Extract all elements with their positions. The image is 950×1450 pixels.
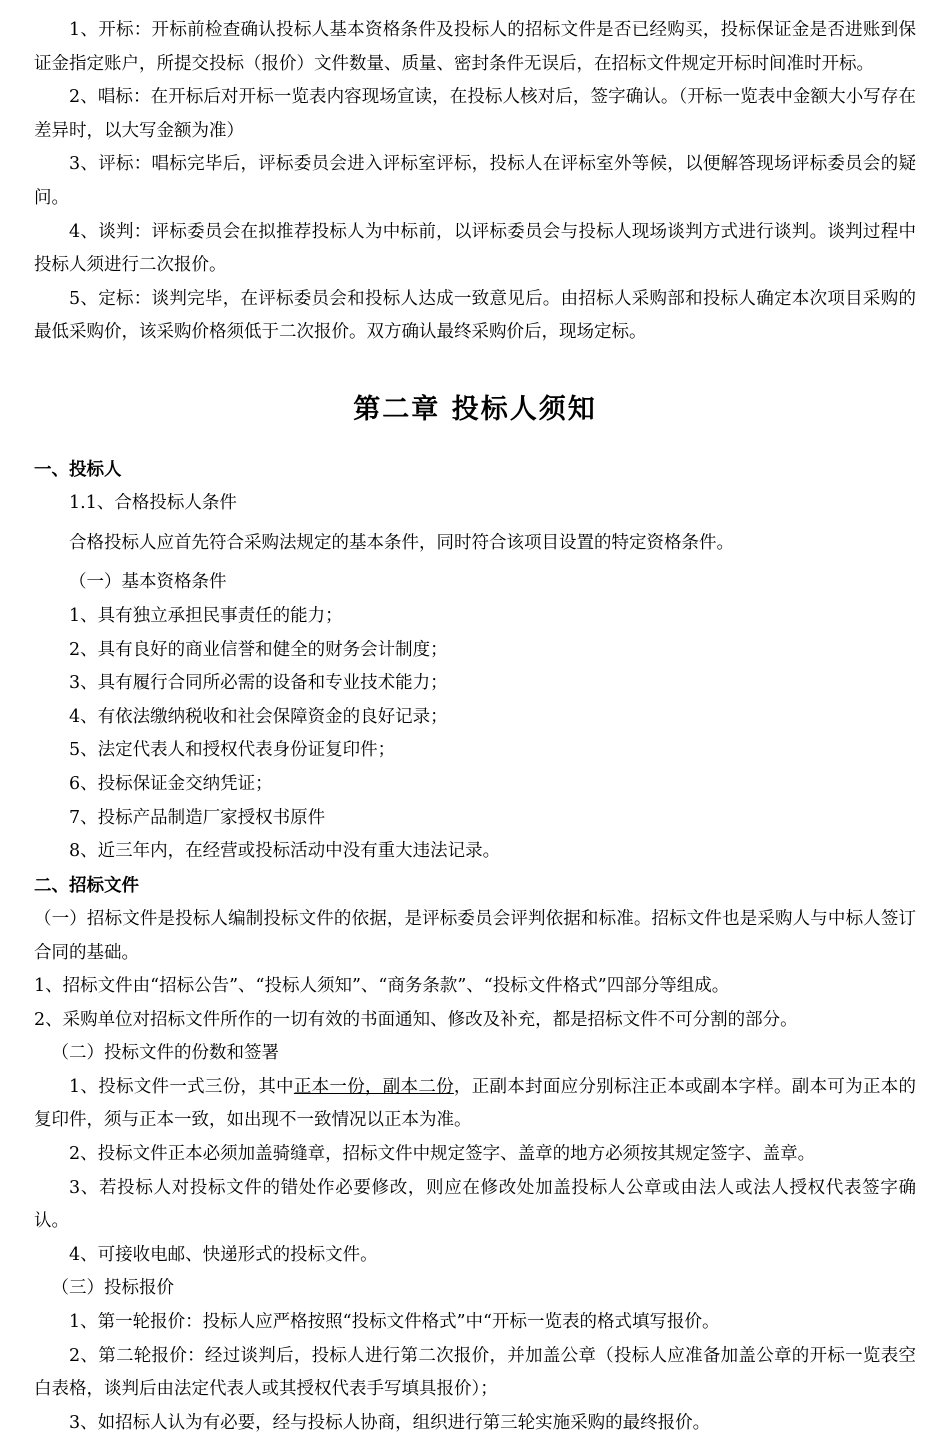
list-item-copies (34, 1071, 916, 1138)
list-item: 5、法定代表人和授权代表身份证复印件； (69, 740, 396, 761)
paragraph-qualification-intro: 合格投标人应首先符合采购法规定的基本条件，同时符合该项目设置的特定资格条件。 (69, 532, 734, 553)
list-item: 1、招标文件由“招标公告”、“投标人须知”、“商务条款”、“投标文件格式”四部分等组成。 (34, 976, 730, 997)
list-item: 3、若投标人对投标文件的错处作必要修改，则应在修改处加盖投标人公章或由法人或法人授权代表签字确认。 (34, 1177, 916, 1232)
list-item: 2、具有良好的商业信誉和健全的财务会计制度； (69, 639, 448, 660)
list-item: 3、如招标人认为有必要，经与投标人协商，组织进行第三轮实施采购的最终报价。 (69, 1412, 711, 1433)
group-title-bid-quotation: （三）投标报价 (51, 1278, 174, 1299)
copies-text-post: ，正副本封面应分别标注正本或副本字样。副本可为正本的复印件，须与正本一致，如出现不一致情况以正本为准。 (34, 1076, 917, 1131)
paragraph-tender-doc-basis: （一）招标文件是投标人编制投标文件的依据，是评标委员会评判依据和标准。招标文件也是采购人与中标人签订合同的基础。 (34, 908, 916, 963)
list-item: 4、有依法缴纳税收和社会保障资金的良好记录； (69, 706, 448, 727)
paragraph-open-bid: 1、开标：开标前检查确认投标人基本资格条件及投标人的招标文件是否已经购买，投标保证金是否进账到保证金指定账户，所提交投标（报价）文件数量、质量、密封条件无误后，在招标文件规定开标时间准时开标。 (34, 20, 916, 74)
list-item: 1、第一轮报价：投标人应严格按照“投标文件格式”中“开标一览表的格式填写报价。 (69, 1312, 720, 1333)
group-title-copies-and-signature: （二）投标文件的份数和签署 (51, 1043, 279, 1064)
group-title-basic-qualification: （一）基本资格条件 (69, 572, 227, 593)
section-heading-tender-docs: 二、招标文件 (34, 875, 139, 896)
chapter-title: 第二章 投标人须知 (353, 393, 597, 425)
copies-text-pre: 1、投标文件一式三份，其中 (69, 1076, 294, 1097)
list-item: 3、具有履行合同所必需的设备和专业技术能力； (69, 673, 448, 694)
list-item: 6、投标保证金交纳凭证； (69, 774, 273, 794)
list-item: 7、投标产品制造厂家授权书原件 (69, 807, 326, 828)
list-item: 4、可接收电邮、快递形式的投标文件。 (69, 1244, 378, 1265)
section-heading-bidder: 一、投标人 (34, 460, 122, 481)
list-item: 2、第二轮报价：经过谈判后，投标人进行第二次报价，并加盖公章（投标人应准备加盖公章的开标一览表空白表格，谈判后由法定代表人或其授权代表手写填具报价）； (34, 1345, 916, 1400)
list-item: 2、投标文件正本必须加盖骑缝章，招标文件中规定签字、盖章的地方必须按其规定签字、盖章。 (69, 1144, 816, 1165)
paragraph-announce-bid: 2、唱标：在开标后对开标一览表内容现场宣读，在投标人核对后，签字确认。（开标一览表中金额大小写存在差异时，以大写金额为准） (34, 87, 916, 141)
subheading-qualified-bidder: 1.1、合格投标人条件 (69, 493, 237, 514)
list-item: 2、采购单位对招标文件所作的一切有效的书面通知、修改及补充，都是招标文件不可分割的部分。 (34, 1009, 798, 1030)
paragraph-negotiate-bid: 4、谈判：评标委员会在拟推荐投标人为中标前，以评标委员会与投标人现场谈判方式进行谈判。谈判过程中投标人须进行二次报价。 (34, 221, 916, 276)
paragraph-award-bid: 5、定标：谈判完毕，在评标委员会和投标人达成一致意见后。由招标人采购部和投标人确定本次项目采购的最低采购价，该采购价格须低于二次报价。双方确认最终采购价后，现场定标。 (34, 288, 916, 343)
copies-text-underline: 正本一份，副本二份 (293, 1076, 454, 1097)
list-item: 1、具有独立承担民事责任的能力； (69, 606, 343, 627)
list-item: 8、近三年内，在经营或投标活动中没有重大违法记录。 (69, 841, 501, 862)
paragraph-evaluate-bid: 3、评标：唱标完毕后，评标委员会进入评标室评标，投标人在评标室外等候，以便解答现场评标委员会的疑问。 (34, 154, 916, 208)
